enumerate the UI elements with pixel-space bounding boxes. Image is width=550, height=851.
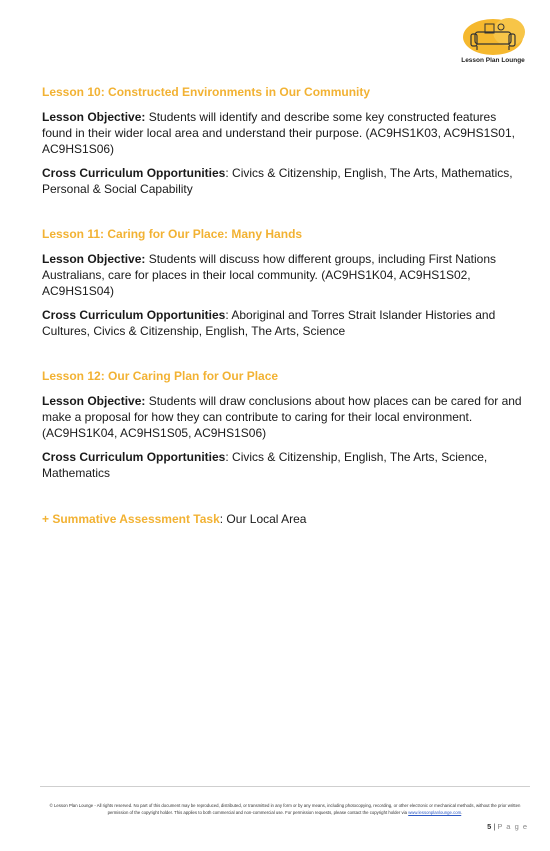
lesson-plan-lounge-logo xyxy=(459,16,527,68)
page-separator: | xyxy=(491,822,498,831)
page-number xyxy=(478,822,528,831)
objective-label: Lesson Objective: xyxy=(42,394,146,408)
objective-text: Students will discuss how different groups, including First Nations Australians, care for places in their local community. (AC9HS1K04, AC9HS1S02, AC9HS1S04) xyxy=(42,252,496,298)
objective-text: Students will identify and describe some key constructed features found in their wider local area and understand their purpose. (AC9HS1K03, AC9HS1S01, AC9HS1S06) xyxy=(42,110,515,156)
page-label: P a g e xyxy=(497,822,528,831)
cross-curriculum xyxy=(42,165,522,197)
cross-curriculum xyxy=(42,449,522,481)
lesson-10 xyxy=(42,85,522,197)
copyright-text: © Lesson Plan Lounge - All rights reserved. No part of this document may be reproduced, distributed, or transmitted in any form or by any means, including photocopying, recording, or other electronic or mechanical methods, without the prior written permission of the copyright holder. This applies to both commercial and non-commercial use. For permission requests, please contact the copyright holder via xyxy=(49,803,521,815)
objective-text: Students will draw conclusions about how places can be cared for and make a proposal for how they can contribute to caring for their local environment. (AC9HS1K04, AC9HS1S05, AC9HS1S06) xyxy=(42,394,522,440)
lesson-list xyxy=(42,85,522,535)
website-link[interactable]: www.lessonplanlounge.com xyxy=(408,810,462,815)
summative-assessment xyxy=(42,511,522,527)
lesson-title: Lesson 11: Caring for Our Place: Many Hands xyxy=(42,227,303,241)
lesson-11 xyxy=(42,227,522,339)
lesson-objective xyxy=(42,393,522,441)
lesson-objective xyxy=(42,109,522,157)
cross-text: : Civics & Citizenship, English, The Arts, Mathematics, Personal & Social Capability xyxy=(42,166,513,196)
cross-label: Cross Curriculum Opportunities xyxy=(42,450,226,464)
cross-label: Cross Curriculum Opportunities xyxy=(42,308,226,322)
lesson-12 xyxy=(42,369,522,481)
cross-label: Cross Curriculum Opportunities xyxy=(42,166,226,180)
summative-label: + Summative Assessment Task xyxy=(42,512,220,526)
copyright-end: . xyxy=(461,810,463,815)
lesson-title: Lesson 12: Our Caring Plan for Our Place xyxy=(42,369,279,383)
logo-text: Lesson Plan Lounge xyxy=(461,57,525,64)
lesson-title: Lesson 10: Constructed Environments in Our Community xyxy=(42,85,371,99)
sofa-logo-icon xyxy=(459,16,527,58)
page-number-value: 5 xyxy=(487,822,492,831)
objective-label: Lesson Objective: xyxy=(42,110,146,124)
lesson-objective xyxy=(42,251,522,299)
objective-label: Lesson Objective: xyxy=(42,252,146,266)
summative-text: : Our Local Area xyxy=(219,512,307,526)
copyright-footer xyxy=(40,802,530,816)
cross-curriculum xyxy=(42,307,522,339)
cross-text: : Aboriginal and Torres Strait Islander Histories and Cultures, Civics & Citizenship, English, The Arts, Science xyxy=(42,308,496,338)
cross-text: : Civics & Citizenship, English, The Arts, Science, Mathematics xyxy=(42,450,488,480)
footer-divider xyxy=(40,786,530,787)
